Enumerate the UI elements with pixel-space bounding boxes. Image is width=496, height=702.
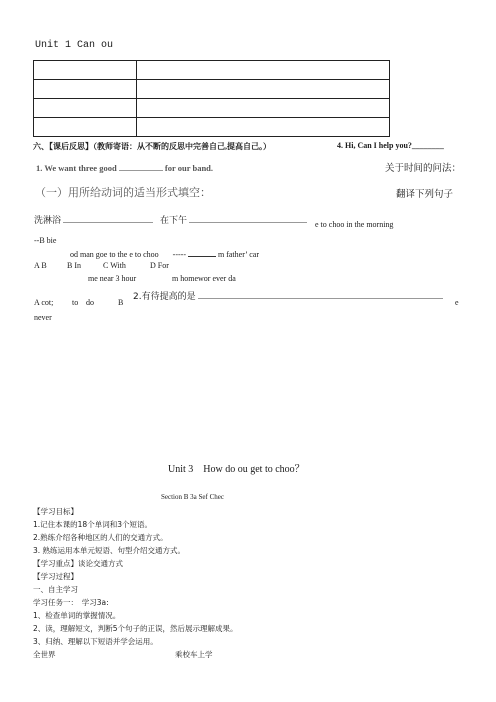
table-row [34,99,390,118]
reflection-heading: 六、【课后反思】（教师寄语：从不断的反思中完善自己,提高自己。） [33,142,271,151]
question-4: 4. Hi, Can I help you?________ [337,141,444,150]
afternoon-blank [189,214,307,223]
fill-heading: （一）用所给动词的适当形式填空： [35,186,211,199]
line-d-dash: ----- [172,250,186,259]
a-cot: A cot; [34,298,54,307]
translate-heading: 翻译下列句子 [396,189,454,200]
school-morning: e to choo in the morning [315,220,394,229]
wash-label: 洗淋浴 [34,216,62,226]
key-point: 【学习重点】谈论交通方式 [33,559,123,568]
unit1-table [33,60,390,137]
line-d-blank [188,248,216,257]
step-item: 2、读，理解短文，判断5个句子的正误，然后展示理解成果。 [33,624,238,633]
a-b: B [118,298,124,307]
process-heading: 【学习过程】 [33,572,78,581]
table-row [34,118,390,137]
afternoon-row [160,213,307,226]
never: never [34,313,52,322]
option-a: A B [34,261,47,270]
unit3-title: Unit 3 How do ou get to choo？ [168,464,305,475]
a-e: e [455,298,459,307]
question-1-blank [119,162,163,171]
option-b: B In [67,261,81,270]
option-d: D For [150,261,169,270]
b-bie: --B bie [34,236,57,245]
phrase-school-bus: 乘校车上学 [175,650,213,659]
phrase-world: 全世界 [33,650,56,659]
unit1-title: Unit 1 Can ou [35,40,114,51]
wash-row [34,213,153,226]
hours-left: me near 3 hour [88,274,137,283]
step-item: 1、检查单词的掌握情况。 [33,611,121,620]
line-d [70,248,259,259]
goal-item: 2.熟练介绍各种地区的人们的交通方式。 [33,533,168,542]
task-1: 学习任务一： 学习3a: [33,598,109,607]
section-title: Section B 3a Sef Chec [161,493,224,501]
goal-item: 3. 熟练运用本单元短语、句型介绍交通方式。 [33,546,186,555]
question-1-prefix: 1. We want three good [36,163,117,173]
line-d-end: m father’ car [217,250,259,259]
question-1 [36,162,213,173]
a-do: do [86,298,94,307]
hours-right: m homewor ever da [172,274,236,283]
afternoon-label: 在下午 [160,216,188,226]
goals-heading: 【学习目标】 [33,507,78,516]
improve-row [133,289,443,302]
about-time-question: 关于时间的问法： [385,163,462,174]
table-row [34,80,390,99]
self-study: 一、自主学习 [33,585,78,594]
improve-label: 2.有待提高的是 [133,292,196,302]
table-row [34,61,390,80]
wash-blank [63,214,153,223]
a-to: to [72,298,79,307]
improve-blank [198,290,443,299]
option-c: C With [103,261,126,270]
step-item: 3、归纳、理解以下短语并学会运用。 [33,637,158,646]
goal-item: 1.记住本课的18个单词和3个短语。 [33,520,152,529]
line-d-text: od man goe to the e to choo [70,250,159,259]
question-1-suffix: for our band. [164,163,214,173]
